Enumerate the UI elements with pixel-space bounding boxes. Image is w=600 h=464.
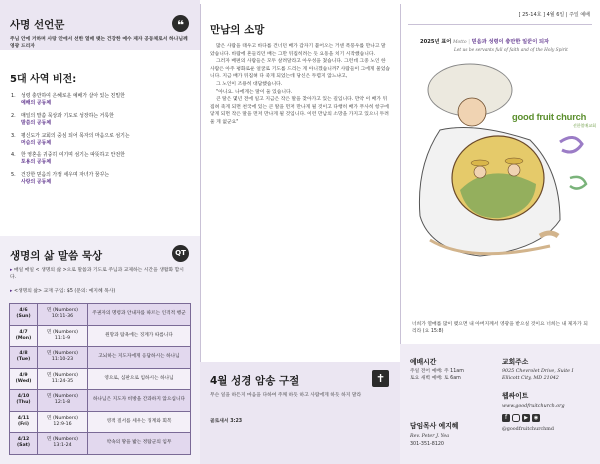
address-line: Ellicott City, MD 21042 bbox=[502, 376, 559, 382]
vision-item-number: 2. bbox=[11, 112, 16, 119]
vision-item-community: 포용의 공동체 bbox=[21, 159, 52, 166]
schedule-ref-cell bbox=[38, 347, 88, 369]
middle-column bbox=[200, 0, 400, 464]
schedule-date-cell bbox=[10, 325, 38, 347]
qt-icon: QT bbox=[172, 245, 189, 262]
motto-text: 믿음과 성령이 충만한 일꾼이 되자 bbox=[471, 39, 550, 45]
qt-bullet-1 bbox=[10, 267, 190, 282]
motto-line: 2025년 표어 Motto | 믿음과 성령이 충만한 일꾼이 되자 bbox=[420, 39, 550, 45]
qt-bullet-2-text: <생명의 삶> 교재 구입: $5 (문의: 예지혜 목사) bbox=[13, 289, 116, 294]
table-row bbox=[10, 347, 191, 369]
qt-bullet-2 bbox=[10, 288, 190, 295]
small-figure bbox=[474, 166, 486, 178]
qt-schedule-table bbox=[9, 303, 191, 455]
swirl-decoration bbox=[570, 177, 586, 189]
worship-time-line: 주일 전어 예배: 주 11am bbox=[410, 369, 464, 374]
vision-item bbox=[11, 133, 191, 147]
schedule-day: (Wed) bbox=[15, 378, 32, 384]
issue-header: [ 25-14호 ] 4월 6일 | 주일 예배 bbox=[518, 12, 590, 18]
worship-time-line: 토요 새벽 예배: 토 6am bbox=[410, 376, 461, 382]
schedule-book: 민 (Numbers) bbox=[47, 437, 78, 443]
schedule-book: 민 (Numbers) bbox=[47, 308, 78, 314]
motto-tag: Motto bbox=[452, 40, 467, 45]
hope-paragraph: 그 노인이 조용히 대답했습니다. bbox=[216, 81, 283, 87]
table-row bbox=[10, 368, 191, 390]
schedule-title: 영적 질서를 세우는 징계와 회복 bbox=[106, 418, 172, 424]
schedule-ref-cell bbox=[38, 411, 88, 433]
vision-item-text: 평신도가 교회의 중심 되어 목자의 마음으로 섬기는 bbox=[21, 132, 130, 139]
pastor-name: Rev. Peter J. Yea bbox=[410, 434, 450, 439]
schedule-title-cell bbox=[88, 325, 191, 347]
left-column bbox=[0, 0, 200, 464]
instagram-icon[interactable] bbox=[512, 414, 520, 422]
schedule-title-cell bbox=[88, 347, 191, 369]
schedule-date-cell bbox=[10, 304, 38, 326]
bullet-icon: ▸ bbox=[10, 268, 14, 273]
schedule-date-cell bbox=[10, 411, 38, 433]
vision-item-community: 머슴의 공동체 bbox=[21, 139, 52, 146]
vision-item-community: 사랑의 공동체 bbox=[21, 179, 52, 186]
schedule-day: (Mon) bbox=[15, 335, 32, 341]
schedule-title-cell bbox=[88, 304, 191, 326]
vision-item bbox=[11, 152, 191, 166]
schedule-ref: 12:1-8 bbox=[54, 400, 71, 406]
vision-item-text: 건강한 믿음의 가정 세우며 자녀가 꿈꾸는 bbox=[21, 172, 110, 179]
website-link[interactable]: www.goodfruitchurch.org bbox=[502, 404, 565, 409]
header-rule bbox=[408, 24, 592, 25]
vision-item-number: 3. bbox=[11, 132, 16, 139]
schedule-day: (Sun) bbox=[16, 314, 31, 320]
vision-list bbox=[11, 93, 191, 192]
schedule-ref: 12:9-16 bbox=[53, 421, 72, 427]
address-title: 교회주소 bbox=[502, 358, 529, 366]
schedule-book: 민 (Numbers) bbox=[47, 351, 78, 357]
motto-english: Let us be servants full of faith and of the Holy Spirit bbox=[454, 48, 568, 53]
youtube-icon[interactable]: ▶ bbox=[522, 414, 530, 422]
vision-item-text: 한 영혼을 귀중히 여기며 섬기는 따뜻하고 안전한 bbox=[21, 152, 125, 159]
website-title: 웹싸이트 bbox=[502, 392, 529, 400]
table-row bbox=[10, 433, 191, 455]
vision-item-number: 4. bbox=[11, 152, 16, 159]
schedule-ref: 10:11-36 bbox=[51, 314, 74, 320]
motto-year: 2025년 표어 bbox=[420, 39, 452, 45]
mission-title: 사명 선언문 bbox=[10, 19, 65, 31]
schedule-title: 원망과 탐욕에는 징계가 따릅니다 bbox=[105, 332, 173, 338]
vision-item-community: 예배의 공동체 bbox=[21, 100, 52, 107]
church-illustration bbox=[410, 60, 600, 275]
schedule-ref-cell bbox=[38, 433, 88, 455]
schedule-date-cell bbox=[10, 433, 38, 455]
worship-title: 예배시간 bbox=[410, 358, 437, 366]
hope-body bbox=[210, 43, 390, 127]
address-line: 9025 Chevrolet Drive, Suite I bbox=[502, 369, 574, 374]
schedule-date: 4/10 bbox=[17, 394, 30, 400]
table-row bbox=[10, 390, 191, 412]
schedule-title-cell bbox=[88, 433, 191, 455]
table-row bbox=[10, 325, 191, 347]
vision-title: 5대 사역 비전: bbox=[10, 74, 77, 85]
vision-item-number: 5. bbox=[11, 172, 16, 179]
social-icons bbox=[502, 414, 540, 422]
schedule-ref-cell bbox=[38, 390, 88, 412]
swirl-decoration bbox=[560, 137, 582, 152]
schedule-ref-cell bbox=[38, 325, 88, 347]
schedule-book: 민 (Numbers) bbox=[47, 394, 78, 400]
schedule-title: 고뇌하는 지도자에게 응답하시는 하나님 bbox=[98, 354, 180, 360]
qt-bullet-1-text: 매일 매일 < 생명의 삶 >으로 말씀과 기도로 주님과 교제하는 시간을 생활화 합시다. bbox=[10, 268, 184, 281]
pastor-title: 담임목사 예지혜 bbox=[410, 422, 459, 430]
quote-icon: ❝ bbox=[172, 15, 189, 32]
schedule-date-cell bbox=[10, 347, 38, 369]
cover-verse: 너희가 열매를 많이 맺으면 내 아버지께서 영광을 받으실 것이요 너희는 내 제자가 되리라 (요 15:8) bbox=[412, 322, 588, 335]
character-face bbox=[458, 98, 486, 126]
schedule-title: 하나님은 지도자 비방을 간과하지 않으십니다 bbox=[93, 397, 185, 403]
schedule-day: (Thu) bbox=[16, 400, 31, 406]
table-row bbox=[10, 411, 191, 433]
vision-item bbox=[11, 113, 191, 127]
schedule-date: 4/11 bbox=[17, 415, 30, 421]
vision-item bbox=[11, 93, 191, 107]
schedule-title-cell bbox=[88, 390, 191, 412]
schedule-title-cell bbox=[88, 411, 191, 433]
schedule-ref: 11:24-35 bbox=[51, 378, 74, 384]
schedule-ref-cell bbox=[38, 368, 88, 390]
vision-item-text: 성령 충만하여 은혜로운 예배가 살아 있는 친밀한 bbox=[21, 93, 125, 99]
small-figure bbox=[508, 164, 520, 176]
hope-paragraph: 많은 사람을 태우고 바다를 건너던 배가 갑자기 불어오는 거센 폭풍우를 만나고 말았습니다. 바람에 흔들리던 배는 그만 뒤집히려는 듯 요동을 치기 시작했습니다. bbox=[210, 44, 386, 57]
podcast-icon[interactable]: ◉ bbox=[533, 415, 539, 421]
vision-item bbox=[11, 172, 191, 186]
hope-paragraph: 큰 딸은 몇년 전에 일고 지금은 작은 딸을 찾아가고 있는 길입니다. 만약 이 배가 뒤집혀 죽게 되면 천국에 있는 큰 딸을 먼저 만나게 될 것이고 다행히 배가 무사히 항구에 닿게 되면 작은 딸을 먼저 만나게 될 것입니다. 이런 만남의 소망을 가지고 있으니 두려울 게 없군요" bbox=[210, 97, 389, 125]
facebook-icon[interactable]: f bbox=[502, 414, 510, 422]
qt-title: 생명의 삶 말씀 묵상 bbox=[10, 250, 103, 262]
cross-icon: ✝ bbox=[372, 370, 389, 387]
schedule-date: 4/6 bbox=[19, 308, 28, 314]
schedule-title: 영으로, 심판으로 임하시는 하나님 bbox=[104, 375, 174, 381]
church-address bbox=[502, 368, 597, 383]
schedule-title: 주권자의 명령과 안내자를 따르는 인격적 행군 bbox=[92, 311, 186, 317]
hand bbox=[540, 233, 558, 236]
hope-paragraph: "아니요. 나에게는 딸이 둘 있습니다. bbox=[216, 89, 293, 95]
schedule-date: 4/7 bbox=[19, 329, 28, 335]
schedule-book: 민 (Numbers) bbox=[47, 415, 78, 421]
schedule-book: 민 (Numbers) bbox=[47, 329, 78, 335]
schedule-date: 4/9 bbox=[19, 372, 28, 378]
verse-reference: 골로새서 3:23 bbox=[210, 419, 243, 424]
pastor-phone[interactable]: 301-351-8120 bbox=[410, 442, 444, 447]
schedule-day: (Tue) bbox=[16, 357, 31, 363]
vision-item-community: 말씀의 공동체 bbox=[21, 119, 52, 126]
schedule-ref: 11:1-9 bbox=[54, 335, 71, 341]
schedule-date: 4/8 bbox=[19, 351, 28, 357]
right-column bbox=[400, 0, 600, 464]
social-handle[interactable]: @goodfruitchurchmd bbox=[502, 427, 554, 432]
schedule-ref: 11:10-23 bbox=[51, 357, 74, 363]
bullet-icon: ▸ bbox=[10, 289, 14, 294]
schedule-date-cell bbox=[10, 368, 38, 390]
church-subtitle: 선한열매교회 bbox=[572, 123, 596, 128]
schedule-ref: 13:1-24 bbox=[53, 443, 72, 449]
schedule-book: 민 (Numbers) bbox=[47, 372, 78, 378]
vision-item-number: 1. bbox=[11, 93, 16, 99]
hope-paragraph: 그러자 배편의 사람들은 모두 살려달라고 아우성을 쳤습니다. 그런데 그중 노인 한사람은 아주 평화로운 얼굴로 기도를 드리는 게 아니겠습니까? 사람들이 그에게 물었습니다. 지금 배가 뒤집혀 다 죽게 되었는데 당신은 두렵지 않느냐고, bbox=[210, 59, 390, 80]
vision-item-text: 매일의 말씀 묵상과 기도로 성장하는 거룩한 bbox=[21, 112, 114, 119]
schedule-day: (Fri) bbox=[17, 421, 30, 427]
church-logo bbox=[512, 111, 596, 129]
schedule-date: 4/12 bbox=[17, 437, 30, 443]
church-name: good fruit church bbox=[512, 111, 587, 122]
schedule-ref-cell bbox=[38, 304, 88, 326]
verse-title: 4월 성경 암송 구절 bbox=[210, 375, 300, 387]
schedule-date-cell bbox=[10, 390, 38, 412]
hope-title: 만남의 소망 bbox=[210, 24, 265, 36]
mission-text: 주님 안에 거하며 사랑 안에서 선한 열매 맺는 건강한 예수 제자 공동체로서 하나님께 영광 드리자 bbox=[10, 37, 188, 50]
verse-text: 무슨 일을 하든지 마음을 다하여 주께 하듯 하고 사람에게 하듯 하지 말라 bbox=[210, 393, 362, 398]
table-row bbox=[10, 304, 191, 326]
schedule-title-cell bbox=[88, 368, 191, 390]
schedule-day: (Sat) bbox=[16, 443, 31, 449]
worship-times bbox=[410, 368, 500, 383]
schedule-title: 약속의 땅을 밟는 정탐군의 임무 bbox=[106, 440, 172, 446]
